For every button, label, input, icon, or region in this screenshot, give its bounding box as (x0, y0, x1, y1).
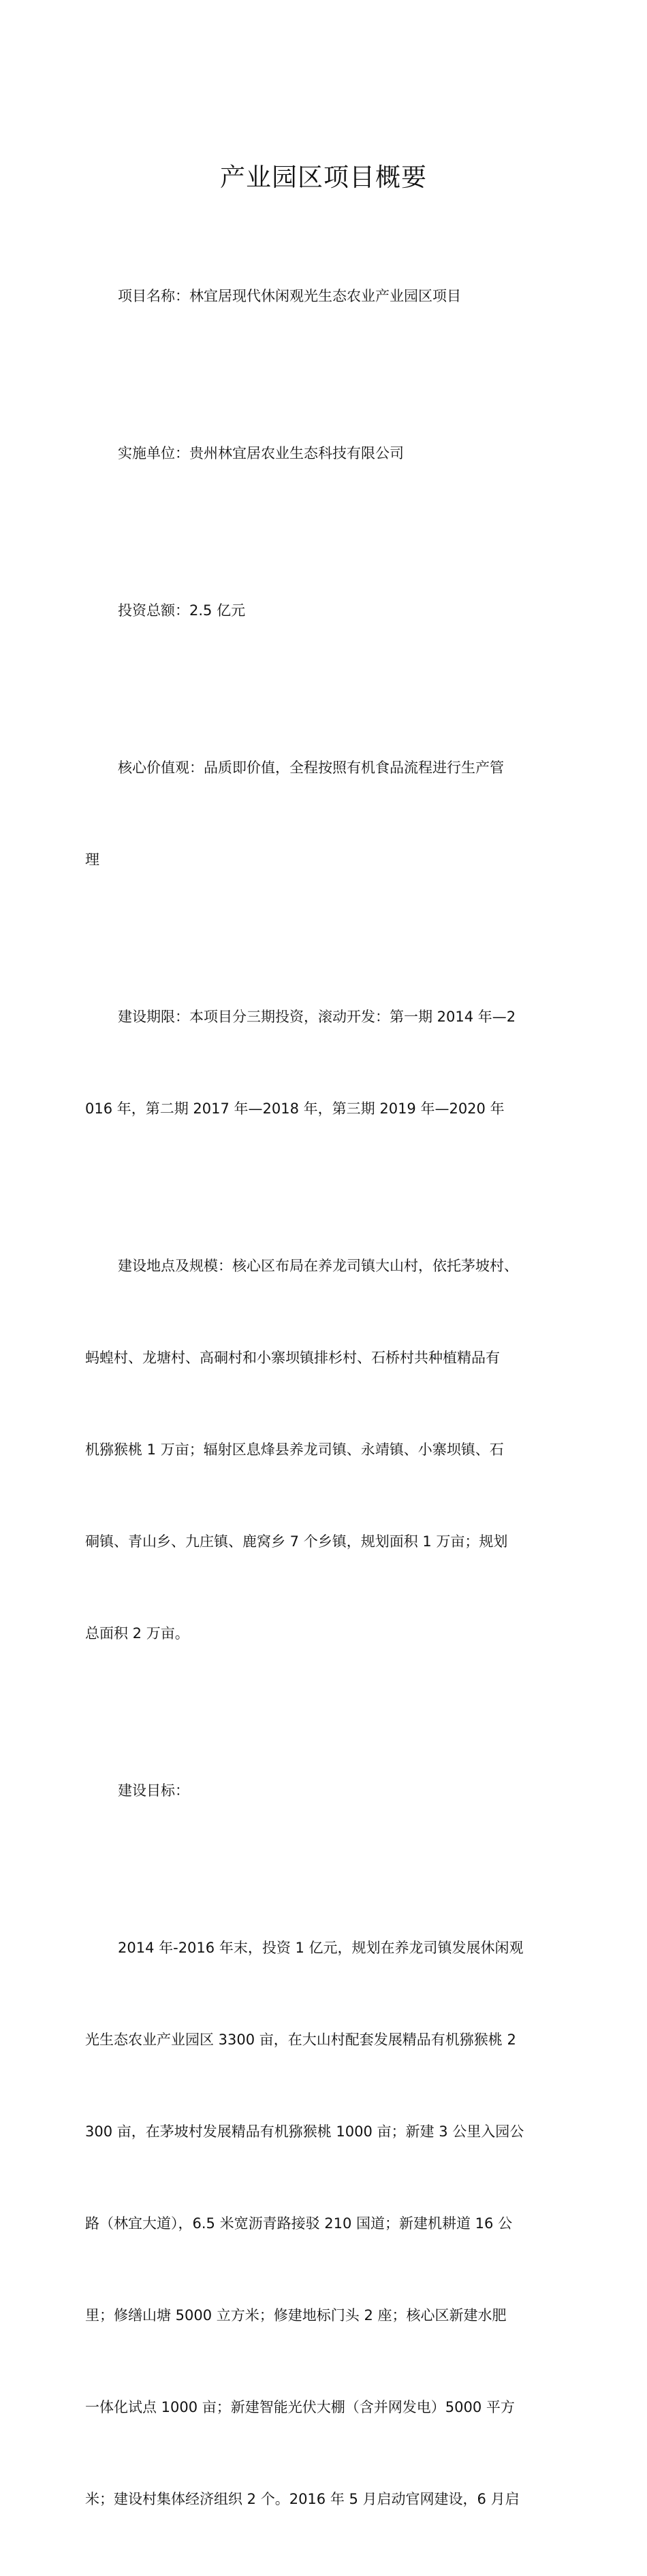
text-line: 一体化试点 1000 亩；新建智能光伏大棚（含并网发电）5000 平方 (85, 2399, 515, 2415)
text-line: 机猕猴桃 1 万亩；辐射区息烽县养龙司镇、永靖镇、小寨坝镇、石 (85, 1441, 504, 1458)
text-line: 蚂蝗村、龙塘村、高硐村和小寨坝镇排杉村、石桥村共种植精品有 (85, 1350, 500, 1366)
text-line: 建设地点及规模：核心区布局在养龙司镇大山村，依托茅坡村、 (118, 1258, 518, 1274)
paragraph-phase-one-goals (85, 1872, 535, 2576)
text-line: 里；修缮山塘 5000 立方米；修建地标门头 2 座；核心区新建水肥 (85, 2307, 507, 2324)
text-line: 理 (85, 851, 99, 868)
text-line: 投资总额：2.5 亿元 (118, 602, 246, 619)
paragraph-core-values (85, 691, 535, 936)
text-line: 300 亩，在茅坡村发展精品有机猕猴桃 1000 亩；新建 3 公里入园公 (85, 2123, 524, 2140)
paragraph-location-scale (85, 1190, 535, 1710)
paragraph-project-name (85, 220, 535, 373)
paragraph-construction-period (85, 941, 535, 1186)
text-line: 项目名称：林宜居现代休闲观光生态农业产业园区项目 (118, 288, 461, 304)
text-line: 建设期限：本项目分三期投资，滚动开发：第一期 2014 年—2 (118, 1009, 516, 1025)
text-line: 硐镇、青山乡、九庄镇、鹿窝乡 7 个乡镇，规划面积 1 万亩；规划 (85, 1533, 508, 1550)
text-line: 2014 年-2016 年末，投资 1 亿元，规划在养龙司镇发展休闲观 (118, 1940, 524, 1956)
paragraph-implementing-unit (85, 377, 535, 530)
text-line: 核心价值观：品质即价值，全程按照有机食品流程进行生产管 (118, 760, 504, 776)
text-line: 路（林宜大道），6.5 米宽沥青路接驳 210 国道；新建机耕道 16 公 (85, 2215, 513, 2232)
page-title: 产业园区项目概要 (220, 162, 427, 192)
paragraph-construction-goals-heading (85, 1714, 535, 1868)
text-line: 光生态农业产业园区 3300 亩，在大山村配套发展精品有机猕猴桃 2 (85, 2032, 516, 2048)
paragraph-total-investment (85, 534, 535, 687)
document-body (85, 220, 535, 2576)
text-line: 016 年，第二期 2017 年—2018 年，第三期 2019 年—2020 年 (85, 1100, 505, 1117)
text-line: 米；建设村集体经济组织 2 个。2016 年 5 月启动官网建设，6 月启 (85, 2491, 520, 2507)
text-line: 总面积 2 万亩。 (85, 1625, 189, 1642)
text-line: 建设目标： (118, 1782, 189, 1799)
text-line: 实施单位：贵州林宜居农业生态科技有限公司 (118, 445, 404, 461)
